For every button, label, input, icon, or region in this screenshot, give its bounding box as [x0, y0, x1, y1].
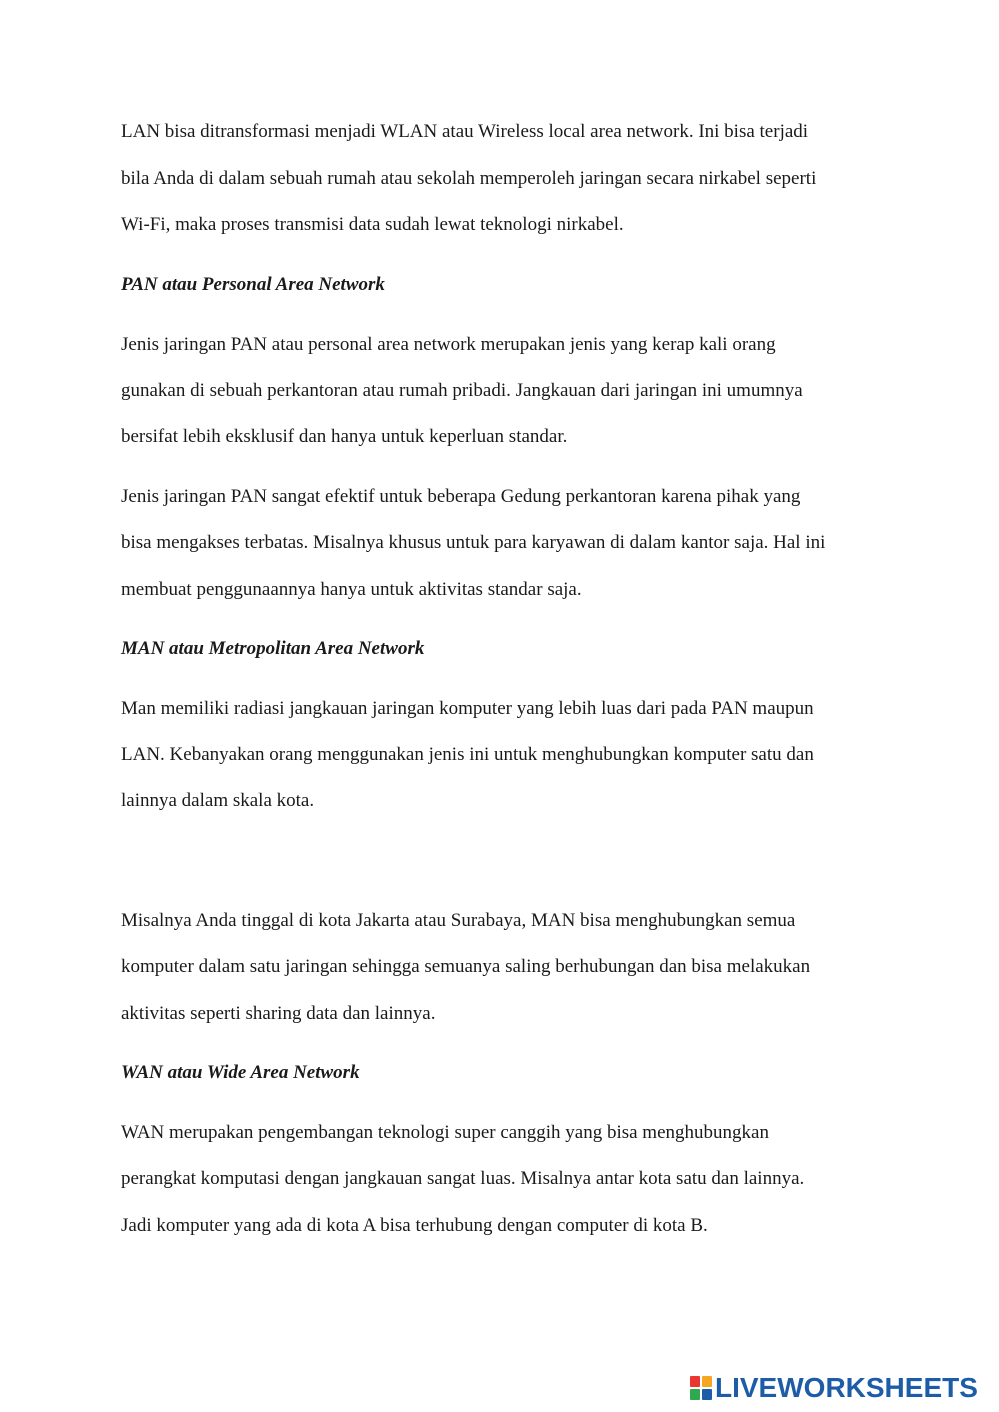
paragraph-pan-1-line-3: bersifat lebih eksklusif dan hanya untuk keperluan standar. — [121, 426, 568, 447]
paragraph-man-1-line-3: lainnya dalam skala kota. — [121, 790, 315, 811]
paragraph-pan-2-line-2: bisa mengakses terbatas. Misalnya khusus untuk para karyawan di dalam kantor saja. Hal ini — [121, 532, 826, 553]
heading-pan: PAN atau Personal Area Network — [121, 274, 385, 295]
paragraph-pan-1-line-2: gunakan di sebuah perkantoran atau rumah pribadi. Jangkauan dari jaringan ini umumnya — [121, 380, 803, 401]
paragraph-wan-line-3: Jadi komputer yang ada di kota A bisa terhubung dengan computer di kota B. — [121, 1215, 708, 1236]
logo-square-4 — [702, 1389, 712, 1400]
paragraph-man-2-line-3: aktivitas seperti sharing data dan lainnya. — [121, 1003, 436, 1024]
paragraph-man-1-line-1: Man memiliki radiasi jangkauan jaringan komputer yang lebih luas dari pada PAN maupun — [121, 698, 814, 719]
paragraph-lan-line-3: Wi-Fi, maka proses transmisi data sudah lewat teknologi nirkabel. — [121, 214, 624, 235]
logo-square-1 — [690, 1376, 700, 1387]
heading-man: MAN atau Metropolitan Area Network — [121, 638, 425, 659]
paragraph-pan-2-line-3: membuat penggunaannya hanya untuk aktivitas standar saja. — [121, 579, 582, 600]
paragraph-man-1-line-2: LAN. Kebanyakan orang menggunakan jenis ini untuk menghubungkan komputer satu dan — [121, 744, 814, 765]
liveworksheets-logo-text: LIVEWORKSHEETS — [715, 1372, 978, 1403]
paragraph-pan-1-line-1: Jenis jaringan PAN atau personal area network merupakan jenis yang kerap kali orang — [121, 334, 776, 355]
paragraph-wan-line-2: perangkat komputasi dengan jangkauan sangat luas. Misalnya antar kota satu dan lainnya. — [121, 1168, 805, 1189]
logo-square-2 — [702, 1376, 712, 1387]
liveworksheets-logo-icon — [690, 1376, 712, 1400]
heading-wan: WAN atau Wide Area Network — [121, 1062, 360, 1083]
paragraph-wan-line-1: WAN merupakan pengembangan teknologi super canggih yang bisa menghubungkan — [121, 1122, 769, 1143]
paragraph-pan-2-line-1: Jenis jaringan PAN sangat efektif untuk beberapa Gedung perkantoran karena pihak yang — [121, 486, 801, 507]
logo-square-3 — [690, 1389, 700, 1400]
paragraph-lan-line-1: LAN bisa ditransformasi menjadi WLAN atau Wireless local area network. Ini bisa terjadi — [121, 121, 809, 142]
paragraph-man-2-line-1: Misalnya Anda tinggal di kota Jakarta atau Surabaya, MAN bisa menghubungkan semua — [121, 910, 796, 931]
paragraph-lan-line-2: bila Anda di dalam sebuah rumah atau sekolah memperoleh jaringan secara nirkabel seperti — [121, 168, 817, 189]
liveworksheets-logo — [690, 1374, 978, 1402]
paragraph-man-2-line-2: komputer dalam satu jaringan sehingga semuanya saling berhubungan dan bisa melakukan — [121, 956, 811, 977]
